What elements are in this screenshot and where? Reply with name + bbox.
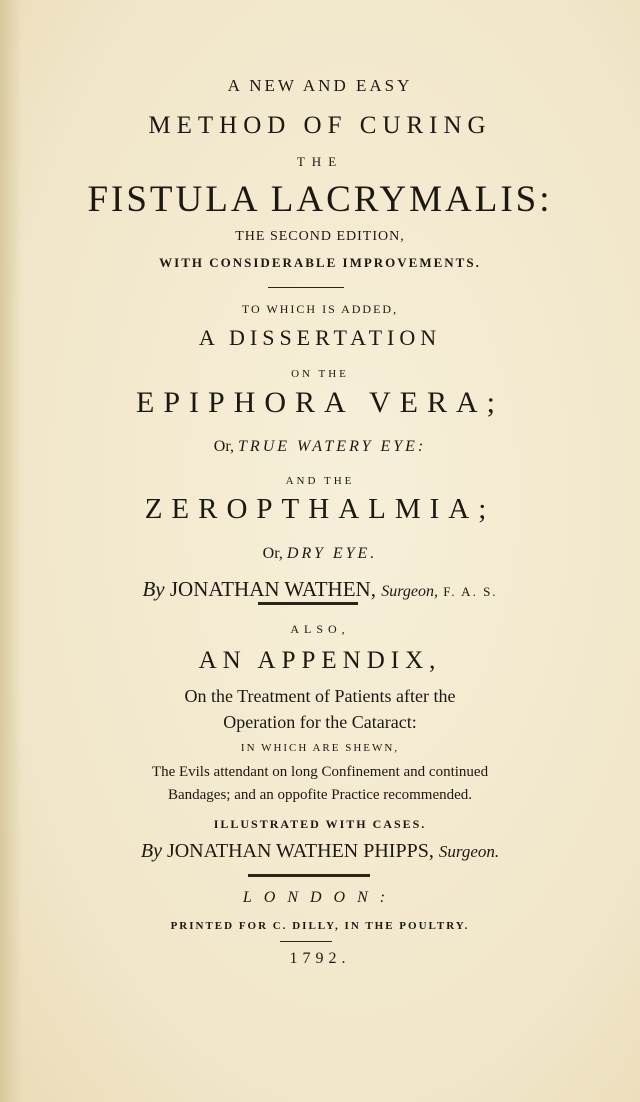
line-also: ALSO, (290, 622, 350, 636)
subtitle-dry-eye: DRY EYE. (286, 545, 378, 562)
line-method-of-curing: METHOD OF CURING (148, 112, 492, 139)
line-london: LONDON: (242, 889, 398, 906)
line-treatment: On the Treatment of Patients after the (184, 686, 456, 706)
line-on-the: ON THE (291, 368, 349, 380)
line-zeropthalmia: ZEROPTHALMIA; (144, 493, 496, 525)
line-illustrated: ILLUSTRATED WITH CASES. (213, 817, 427, 831)
author2-name: JONATHAN WATHEN PHIPPS, (166, 840, 434, 862)
main-title-fistula-lacrymalis: FISTULA LACRYMALIS: (87, 179, 553, 220)
line-bandages: Bandages; and an oppofite Practice recommended. (167, 787, 473, 803)
divider-3 (248, 874, 370, 877)
subtitle-true-watery-eye: TRUE WATERY EYE: (238, 438, 427, 455)
line-second-edition: THE SECOND EDITION, (235, 229, 405, 244)
divider-2 (258, 602, 358, 605)
line-the: THE (296, 154, 344, 169)
line-operation-cataract: Operation for the Cataract: (223, 712, 417, 732)
line-and-the: AND THE (285, 475, 355, 487)
author2-title: Surgeon. (438, 842, 500, 861)
line-a-dissertation: A DISSERTATION (198, 325, 442, 350)
line-in-which-are-shewn: IN WHICH ARE SHEWN, (240, 742, 400, 754)
or-label-2: Or, (262, 545, 283, 562)
author1-suffix: F. A. S. (443, 584, 498, 599)
line-true-watery-eye (0, 438, 640, 456)
line-year: 1792. (289, 950, 351, 967)
author1-by: By (142, 577, 165, 601)
line-a-new-and-easy: A NEW AND EASY (227, 76, 413, 95)
author2-by: By (140, 840, 162, 862)
author1-name: JONATHAN WATHEN, (169, 577, 376, 601)
line-improvements: WITH CONSIDERABLE IMPROVEMENTS. (159, 255, 481, 270)
or-label-1: Or, (213, 438, 235, 455)
line-author-phipps (0, 840, 640, 863)
divider-4 (280, 941, 332, 942)
line-epiphora-vera: EPIPHORA VERA; (136, 386, 504, 419)
line-evils: The Evils attendant on long Confinement and continued (151, 764, 489, 780)
line-printer: PRINTED FOR C. DILLY, IN THE POULTRY. (170, 920, 470, 932)
divider-1 (268, 287, 344, 288)
line-author-wathen (0, 577, 640, 602)
line-dry-eye (0, 545, 640, 563)
line-to-which-is-added: TO WHICH IS ADDED, (241, 302, 399, 316)
author1-title: Surgeon, (381, 583, 438, 600)
line-an-appendix: AN APPENDIX, (198, 647, 442, 674)
